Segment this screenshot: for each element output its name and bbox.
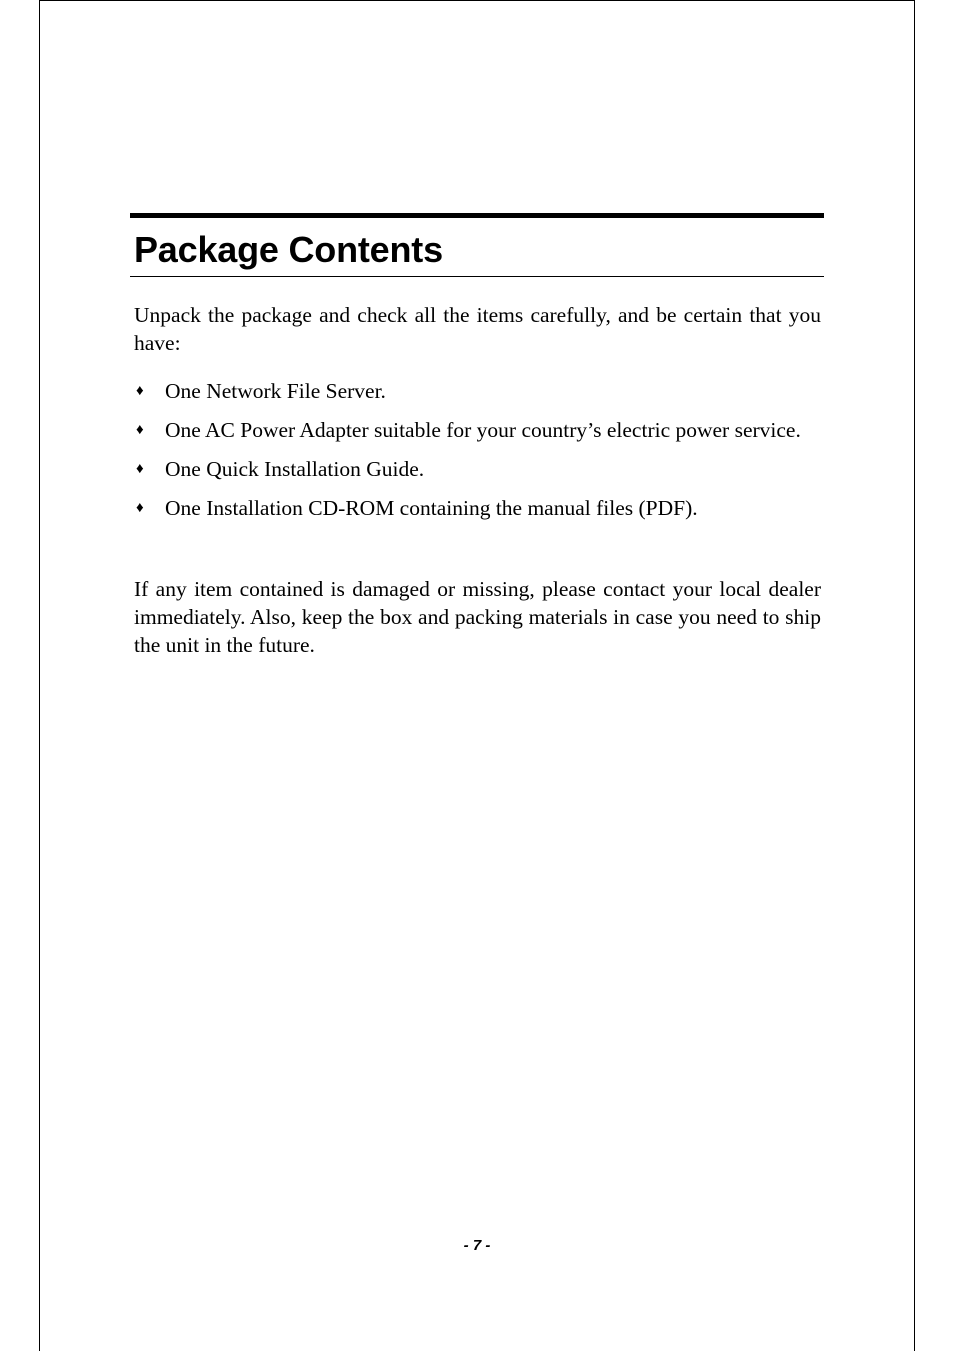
package-items-list: [130, 377, 824, 522]
page-border-right: [914, 0, 915, 1351]
heading-top-rule: [130, 213, 824, 218]
page-content: [130, 213, 824, 659]
diamond-bullet-icon: ♦: [136, 383, 144, 399]
list-item: [130, 455, 824, 483]
list-item: [130, 494, 824, 522]
list-item-text: One Network File Server.: [165, 379, 386, 403]
heading-bottom-rule: [130, 276, 824, 277]
diamond-bullet-icon: ♦: [136, 422, 144, 438]
page-number: - 7 -: [463, 1237, 491, 1254]
list-item-text: One Quick Installation Guide.: [165, 457, 425, 481]
page-title: Package Contents: [134, 229, 443, 270]
list-item: [130, 416, 824, 444]
list-item-text: One AC Power Adapter suitable for your country’s electric power service.: [165, 418, 801, 442]
diamond-bullet-icon: ♦: [136, 461, 144, 477]
closing-paragraph: If any item contained is damaged or missing, please contact your local dealer immediately. Also, keep the box and packing materials in case you need to ship the unit in the future.: [134, 577, 821, 657]
page-border-top: [39, 0, 915, 1]
list-item-text: One Installation CD-ROM containing the manual files (PDF).: [165, 496, 698, 520]
list-item: [130, 377, 824, 405]
diamond-bullet-icon: ♦: [136, 500, 144, 516]
intro-paragraph: Unpack the package and check all the items carefully, and be certain that you have:: [134, 303, 821, 355]
page-border-left: [39, 0, 40, 1351]
